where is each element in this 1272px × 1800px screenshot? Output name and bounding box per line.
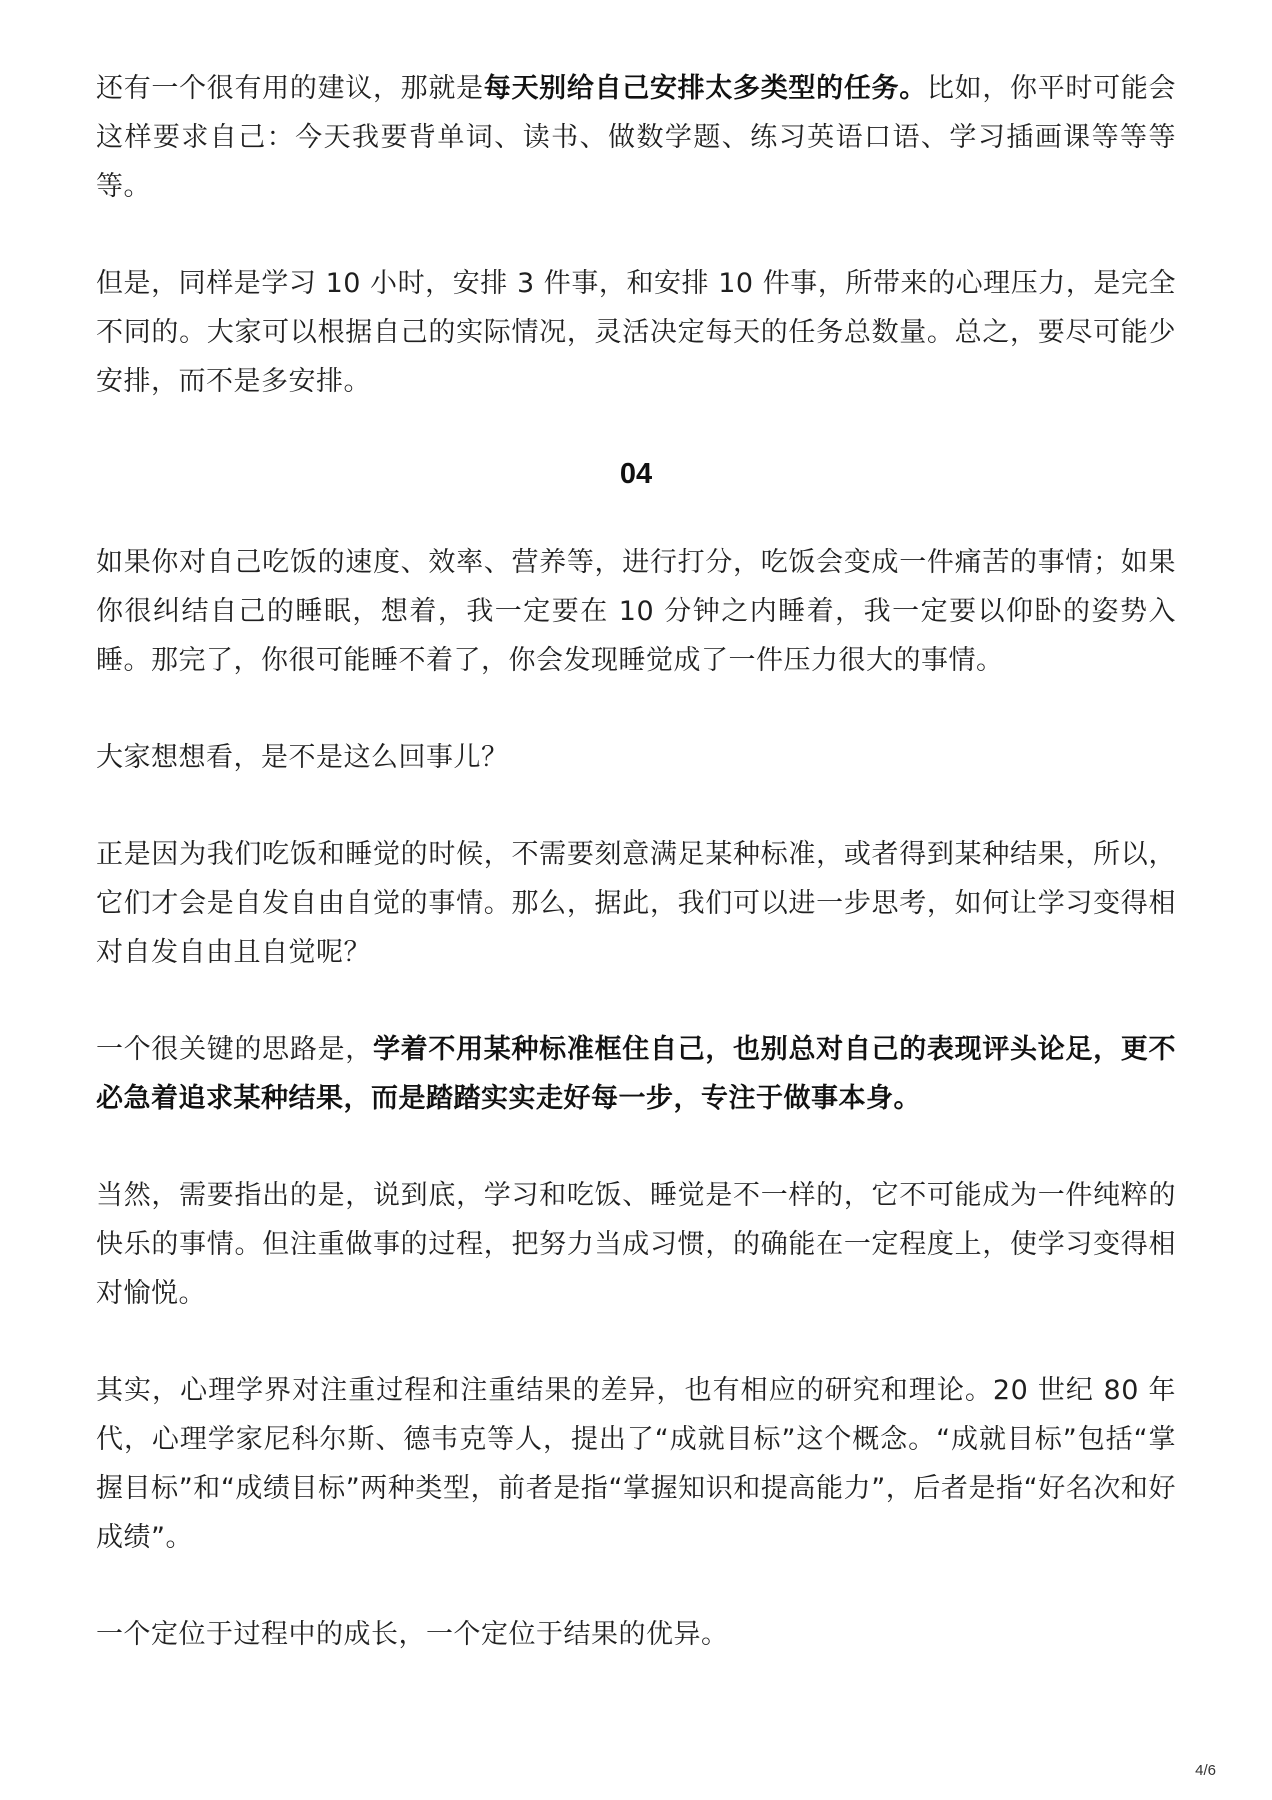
paragraph-text: 还有一个很有用的建议，那就是 [96, 73, 484, 104]
paragraph-text: 如果你对自己吃饭的速度、效率、营养等，进行打分，吃饭会变成一件痛苦的事情；如果你很纠结自己的睡眠，想着，我一定要在 10 分钟之内睡着，我一定要以仰卧的姿势入睡。那完了，你很可能睡不着了，你会发现睡觉成了一件压力很大的事情。 [96, 547, 1176, 676]
paragraph-text: 大家想想看，是不是这么回事儿？ [96, 742, 509, 773]
paragraph-text: 但是，同样是学习 10 小时，安排 3 件事，和安排 10 件事，所带来的心理压力，是完全不同的。大家可以根据自己的实际情况，灵活决定每天的任务总数量。总之，要尽可能少安排，而不是多安排。 [96, 268, 1176, 397]
paragraph-eating-sleeping [96, 538, 1176, 685]
paragraph-text: 其实，心理学界对注重过程和注重结果的差异，也有相应的研究和理论。20 世纪 80 年代，心理学家尼科尔斯、德韦克等人，提出了“成就目标”这个概念。“成就目标”包括“掌握目标”和“成绩目标”两种类型，前者是指“掌握知识和提高能力”，后者是指“好名次和好成绩”。 [96, 1375, 1176, 1553]
paragraph-process [96, 1171, 1176, 1318]
paragraph-key-idea [96, 1025, 1176, 1123]
paragraph-text: 一个定位于过程中的成长，一个定位于结果的优异。 [96, 1619, 729, 1650]
page-number: 4/6 [1195, 1762, 1216, 1779]
paragraph-text: 当然，需要指出的是，说到底，学习和吃饭、睡觉是不一样的，它不可能成为一件纯粹的快乐的事情。但注重做事的过程，把努力当成习惯，的确能在一定程度上，使学习变得相对愉悦。 [96, 1180, 1176, 1309]
section-heading: 04 [619, 458, 653, 490]
paragraph-achievement-goals [96, 1366, 1176, 1562]
paragraph-text: 比如，你平时可能会这样要求自己：今天我要背单词、读书、做数学题、练习英语口语、学习插画课等等等等。 [96, 73, 1177, 202]
bold-emphasis: 学着不用某种标准框住自己，也别总对自己的表现评头论足，更不必急着追求某种结果，而是踏踏实实走好每一步，专注于做事本身。 [96, 1034, 1177, 1114]
paragraph-task-advice [96, 64, 1176, 211]
paragraph-spontaneous [96, 830, 1176, 977]
bold-emphasis: 每天别给自己安排太多类型的任务。 [483, 73, 927, 104]
paragraph-conclusion [96, 1610, 1176, 1659]
paragraph-text: 一个很关键的思路是， [96, 1034, 373, 1065]
paragraph-question [96, 733, 1176, 782]
paragraph-pressure [96, 259, 1176, 406]
paragraph-text: 正是因为我们吃饭和睡觉的时候，不需要刻意满足某种标准，或者得到某种结果，所以，它们才会是自发自由自觉的事情。那么，据此，我们可以进一步思考，如何让学习变得相对自发自由且自觉呢？ [96, 839, 1176, 968]
